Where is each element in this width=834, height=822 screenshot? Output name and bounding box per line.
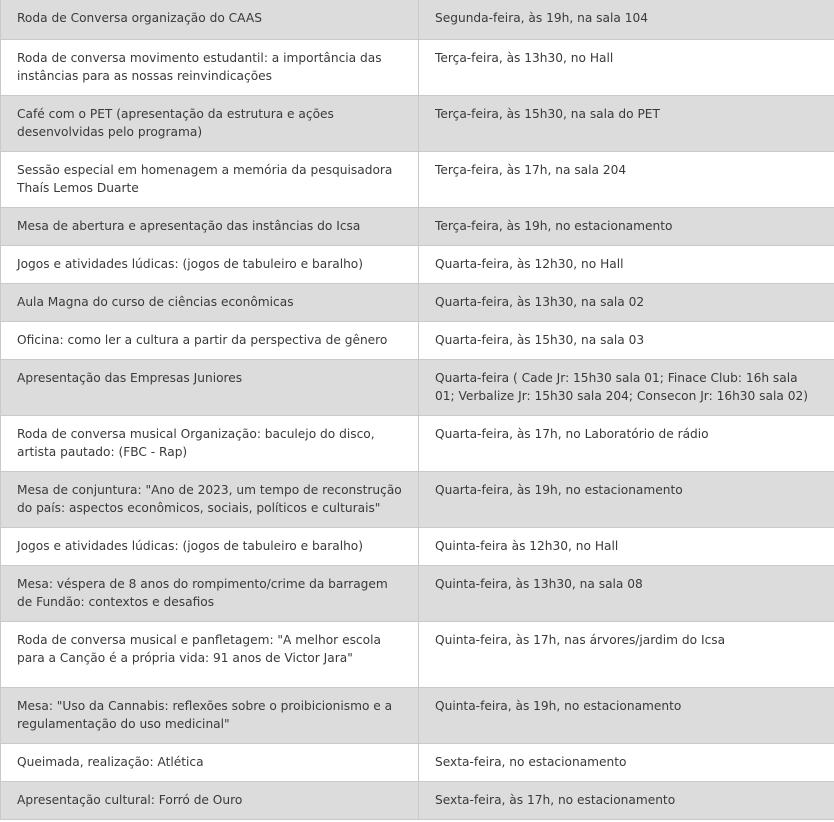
schedule-body bbox=[1, 0, 834, 819]
schedule-cell: Terça-feira, às 17h, na sala 204 bbox=[419, 151, 834, 207]
activity-cell: Aula Magna do curso de ciências econômicas bbox=[1, 283, 419, 321]
schedule-cell: Quarta-feira, às 17h, no Laboratório de rádio bbox=[419, 415, 834, 471]
table-row bbox=[1, 283, 834, 321]
activity-cell: Roda de conversa musical e panfletagem: "A melhor escola para a Canção é a própria vida: 91 anos de Victor Jara" bbox=[1, 621, 419, 687]
schedule-cell: Quinta-feira às 12h30, no Hall bbox=[419, 527, 834, 565]
schedule-cell: Sexta-feira, no estacionamento bbox=[419, 743, 834, 781]
schedule-cell: Quinta-feira, às 19h, no estacionamento bbox=[419, 687, 834, 743]
schedule-cell: Terça-feira, às 19h, no estacionamento bbox=[419, 207, 834, 245]
table-row bbox=[1, 207, 834, 245]
table-row bbox=[1, 321, 834, 359]
activity-cell: Oficina: como ler a cultura a partir da perspectiva de gênero bbox=[1, 321, 419, 359]
table-row bbox=[1, 0, 834, 39]
table-row bbox=[1, 687, 834, 743]
schedule-cell: Quarta-feira, às 13h30, na sala 02 bbox=[419, 283, 834, 321]
schedule-cell: Terça-feira, às 13h30, no Hall bbox=[419, 39, 834, 95]
table-row bbox=[1, 471, 834, 527]
activity-cell: Queimada, realização: Atlética bbox=[1, 743, 419, 781]
activity-cell: Jogos e atividades lúdicas: (jogos de tabuleiro e baralho) bbox=[1, 527, 419, 565]
activity-cell: Apresentação das Empresas Juniores bbox=[1, 359, 419, 415]
schedule-cell: Quarta-feira, às 15h30, na sala 03 bbox=[419, 321, 834, 359]
activity-cell: Mesa de abertura e apresentação das instâncias do Icsa bbox=[1, 207, 419, 245]
table-row bbox=[1, 245, 834, 283]
table-row bbox=[1, 39, 834, 95]
table-row bbox=[1, 151, 834, 207]
activity-cell: Sessão especial em homenagem a memória da pesquisadora Thaís Lemos Duarte bbox=[1, 151, 419, 207]
table-row bbox=[1, 95, 834, 151]
table-row bbox=[1, 743, 834, 781]
activity-cell: Apresentação cultural: Forró de Ouro bbox=[1, 781, 419, 819]
activity-cell: Roda de conversa musical Organização: baculejo do disco, artista pautado: (FBC - Rap) bbox=[1, 415, 419, 471]
schedule-cell: Quinta-feira, às 17h, nas árvores/jardim do Icsa bbox=[419, 621, 834, 687]
schedule-cell: Quarta-feira, às 12h30, no Hall bbox=[419, 245, 834, 283]
table-row bbox=[1, 621, 834, 687]
schedule-cell: Terça-feira, às 15h30, na sala do PET bbox=[419, 95, 834, 151]
schedule-cell: Sexta-feira, às 17h, no estacionamento bbox=[419, 781, 834, 819]
schedule-cell: Quinta-feira, às 13h30, na sala 08 bbox=[419, 565, 834, 621]
schedule-cell: Quarta-feira, às 19h, no estacionamento bbox=[419, 471, 834, 527]
table-row bbox=[1, 565, 834, 621]
activity-cell: Café com o PET (apresentação da estrutura e ações desenvolvidas pelo programa) bbox=[1, 95, 419, 151]
table-row bbox=[1, 527, 834, 565]
activity-cell: Roda de Conversa organização do CAAS bbox=[1, 0, 419, 39]
table-row bbox=[1, 359, 834, 415]
activity-cell: Roda de conversa movimento estudantil: a importância das instâncias para as nossas reinvindicações bbox=[1, 39, 419, 95]
activity-cell: Mesa: "Uso da Cannabis: reflexões sobre o proibicionismo e a regulamentação do uso medicinal" bbox=[1, 687, 419, 743]
activity-cell: Jogos e atividades lúdicas: (jogos de tabuleiro e baralho) bbox=[1, 245, 419, 283]
activity-cell: Mesa de conjuntura: "Ano de 2023, um tempo de reconstrução do país: aspectos econômicos, sociais, políticos e culturais" bbox=[1, 471, 419, 527]
table-row bbox=[1, 415, 834, 471]
activity-cell: Mesa: véspera de 8 anos do rompimento/crime da barragem de Fundão: contextos e desafios bbox=[1, 565, 419, 621]
schedule-cell: Quarta-feira ( Cade Jr: 15h30 sala 01; Finace Club: 16h sala 01; Verbalize Jr: 15h30 sala 204; Consecon Jr: 16h30 sala 02) bbox=[419, 359, 834, 415]
schedule-cell: Segunda-feira, às 19h, na sala 104 bbox=[419, 0, 834, 39]
table-row bbox=[1, 781, 834, 819]
